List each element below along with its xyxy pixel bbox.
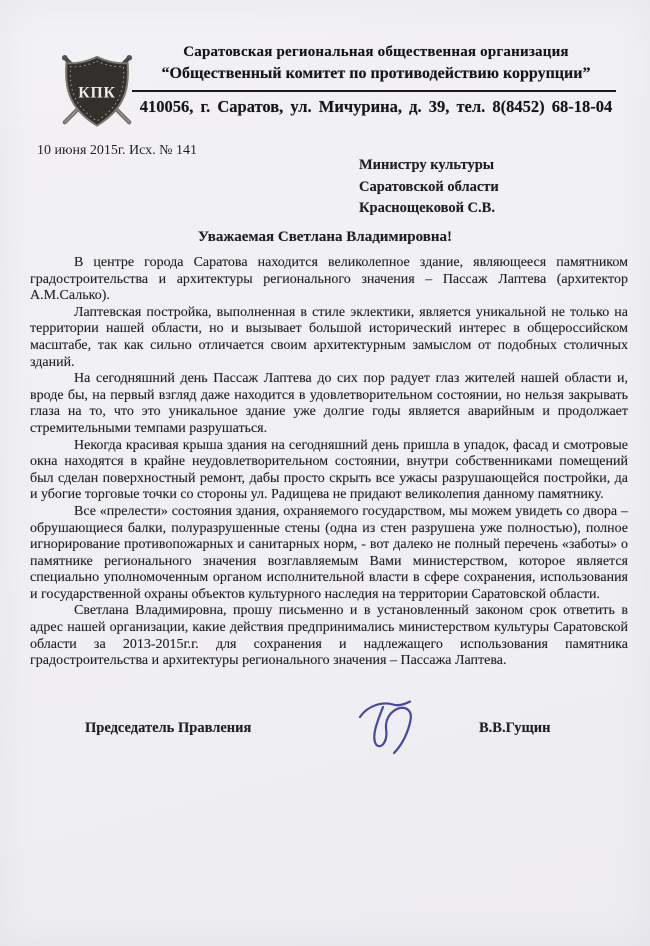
logo-abbreviation: КПК (78, 84, 116, 102)
signer-role: Председатель Правления (85, 719, 252, 736)
body-paragraph: На сегодняшний день Пассаж Лаптева до сих пор радует глаз жителей нашей области и, вроде бы, на первый взгляд даже находится в удовлетворительном состоянии, но нельзя закрывать глаза на то, что это уникальное здание уже долгие годы является аварийным и продолжает стремительными темпами разрушаться. (30, 371, 628, 436)
addressee-line: Краснощековой С.В. (359, 200, 495, 216)
body-paragraph: Светлана Владимировна, прошу письменно и в установленный законом срок ответить в адрес нашей организации, какие действия предпринимались министерством культуры Саратовской области за 2013-2015г.г. для сохранения и надлежащего использования памятника градостроительства и архитектуры регионального значения – Пассажа Лаптева. (30, 603, 628, 669)
meta-row (0, 143, 650, 225)
signature-strokes (360, 701, 411, 753)
handwritten-signature (350, 694, 442, 758)
addressee-line: Министру культуры (359, 157, 495, 173)
body-paragraph: В центре города Саратова находится великолепное здание, являющееся памятником градостроительства и архитектуры регионального значения – Пассаж Лаптева (архитектор А.М.Салько). (30, 255, 628, 304)
org-logo (54, 44, 140, 136)
salutation: Уважаемая Светлана Владимировна! (197, 229, 452, 245)
org-address-line: 410056, г. Саратов, ул. Мичурина, д. 39, тел. 8(8452) 68-18-04 (139, 97, 613, 116)
addressee-line: Саратовской области (359, 178, 499, 195)
body-paragraph: Все «прелести» состояния здания, охраняемого государством, мы можем увидеть со двора – обрушающиеся балки, полуразрушенные стены (одна из стен разрушена уже полностью), полное игнорирование противопожарных и санитарных норм, - вот далеко не полный перечень «заботы» о памятнике регионального значения возглавляемым Вами министерством, которое является специально уполномоченным органом исполнительной власти в сфере сохранения, использования и государственной охраны объектов культурного наследия на территории Саратовской области. (30, 503, 628, 602)
letter-body (0, 255, 650, 670)
signer-name: В.В.Гущин (479, 719, 551, 736)
org-text-block (132, 44, 620, 117)
body-paragraph: Лаптевская постройка, выполненная в стиле эклектики, является уникальной не только на территории нашей области, но и вызывает большой исторический интерес в общероссийском масштабе, так как сильно отличается своим архитектурным замыслом от подобных столичных зданий. (30, 304, 628, 370)
date-and-ref-number: 10 июня 2015г. Исх. № 141 (37, 143, 198, 158)
body-paragraph: Некогда красивая крыша здания на сегодняшний день пришла в упадок, фасад и смотровые окна находятся в крайне неудовлетворительном состоянии, внутри собственниками помещений был сделан поверхностный ремонт, дабы просто скрыть все ужасы разрушающейся постройки, да и убогие торговые точки со стороны ул. Радищева не придают великолепия данному памятнику. (30, 437, 628, 503)
org-name-line1: Саратовская региональная общественная организация (183, 44, 569, 60)
signature-row (0, 704, 650, 768)
addressee-block (359, 155, 499, 220)
letterhead (0, 0, 650, 117)
letterhead-divider (132, 90, 616, 92)
org-name-line2: “Общественный комитет по противодействию коррупции” (161, 65, 591, 82)
shield-swords-icon (54, 44, 140, 136)
